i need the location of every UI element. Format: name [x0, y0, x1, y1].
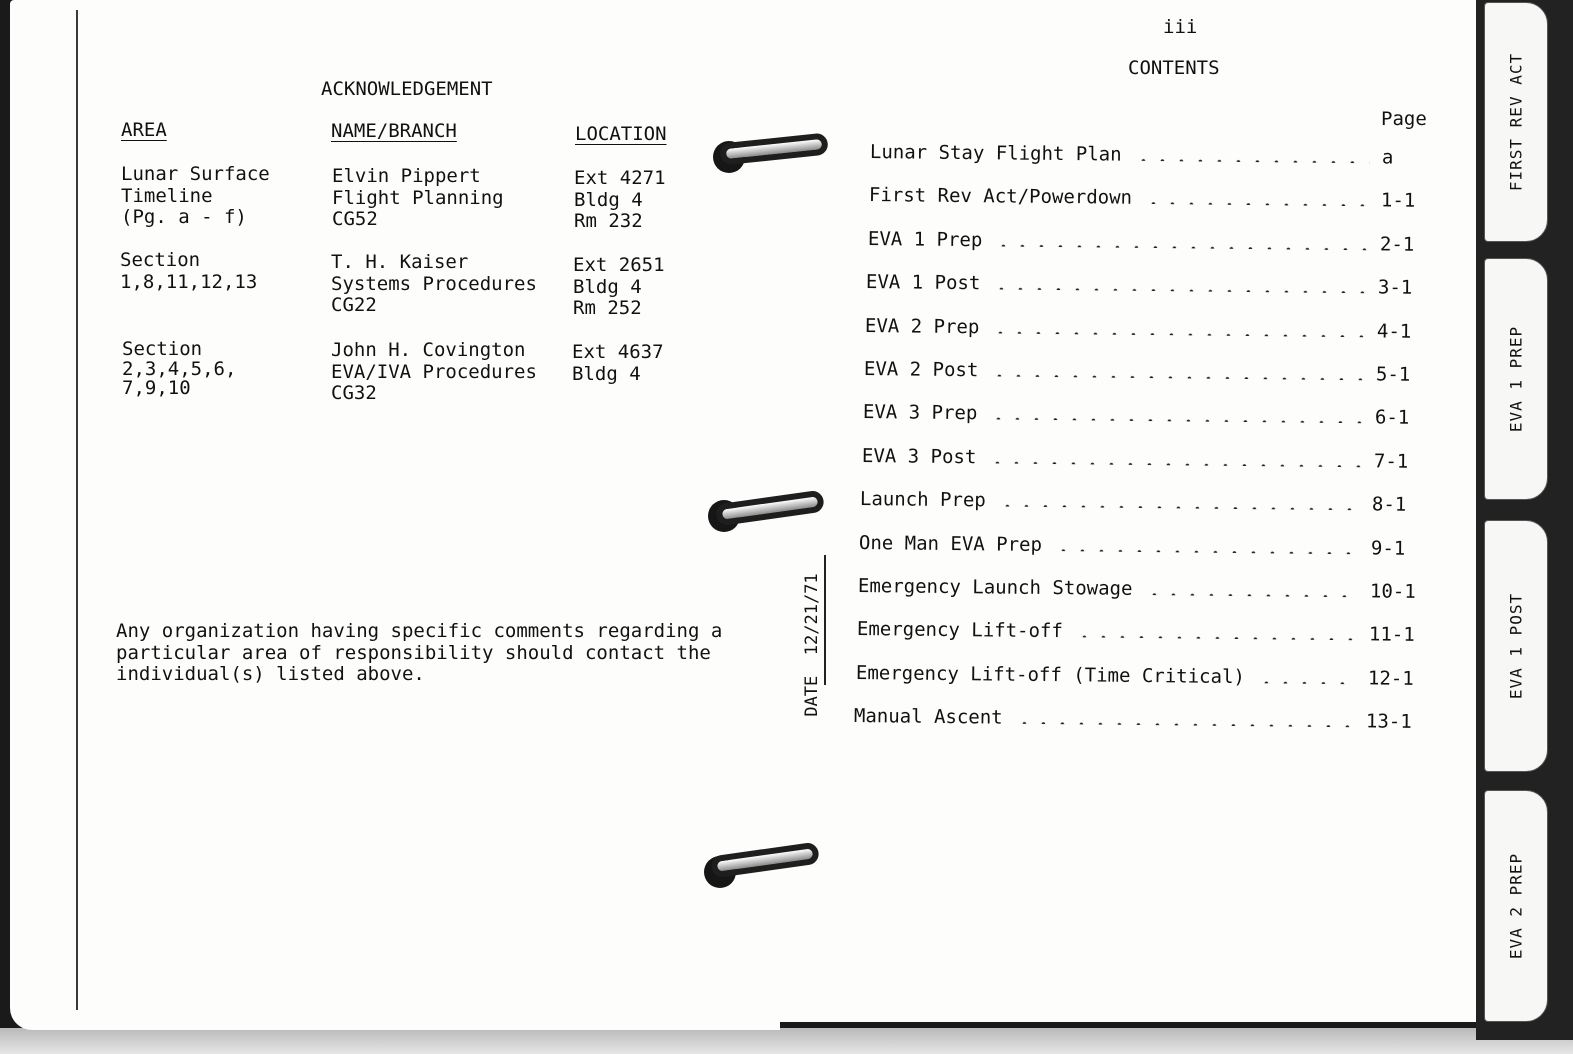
section-tab-strip	[1476, 0, 1573, 1040]
toc-leader-dots	[1256, 681, 1355, 684]
row1-area-line2: Timeline	[121, 185, 213, 207]
date-label: DATE	[802, 675, 822, 717]
toc-entry-page: a	[1381, 146, 1394, 169]
toc-leader-dots	[993, 287, 1367, 293]
toc-leader-dots	[989, 417, 1363, 423]
toc-entry-page: 4-1	[1377, 320, 1412, 343]
toc-entry	[869, 176, 1439, 212]
row1-area-line1: Lunar Surface	[121, 163, 270, 185]
row3-location-line2: Bldg 4	[572, 363, 641, 385]
toc-leader-dots	[1144, 202, 1369, 206]
row2-location-line3: Rm 252	[573, 297, 642, 319]
note-line2: particular area of responsibility should contact the	[116, 642, 711, 664]
toc-entry	[865, 307, 1435, 343]
row3-area-line1: Section	[122, 338, 203, 360]
acknowledgement-heading: ACKNOWLEDGEMENT	[321, 78, 493, 100]
contents-heading: CONTENTS	[1128, 57, 1220, 79]
toc-entry	[864, 350, 1434, 386]
toc-entry-page: 10-1	[1369, 580, 1416, 603]
toc-leader-dots	[990, 374, 1364, 380]
date-stamp	[802, 573, 822, 716]
toc-entry	[857, 610, 1427, 646]
toc-entry-title: EVA 1 Post	[866, 271, 981, 295]
toc-leader-dots	[998, 504, 1360, 510]
toc-entry-title: EVA 2 Post	[863, 358, 979, 382]
toc-entry	[854, 697, 1424, 733]
row1-location-line3: Rm 232	[574, 210, 643, 232]
note-line1: Any organization having specific comments regarding a	[116, 620, 723, 642]
toc-entry-title: Emergency Lift-off (Time Critical)	[855, 662, 1245, 689]
toc-entry-title: EVA 3 Prep	[862, 401, 978, 425]
toc-entry-title: One Man EVA Prep	[859, 532, 1043, 556]
toc-entry	[861, 437, 1431, 473]
toc-entry	[863, 393, 1433, 429]
row1-location-line2: Bldg 4	[574, 189, 643, 211]
row1-location-line1: Ext 4271	[574, 167, 666, 189]
row2-area-line2: 1,8,11,12,13	[120, 271, 258, 293]
toc-leader-dots	[1075, 635, 1357, 640]
date-value: 12/21/71	[802, 573, 822, 656]
row3-area-line3: 7,9,10	[122, 377, 191, 399]
toc-entry-title: Lunar Stay Flight Plan	[869, 141, 1122, 166]
toc-leader-dots	[991, 331, 1365, 337]
row3-name-line1: John H. Covington	[331, 339, 526, 361]
toc-leader-dots	[1144, 593, 1357, 597]
row1-area-line3: (Pg. a - f)	[121, 206, 247, 228]
row2-name-line3: CG22	[331, 294, 377, 316]
toc-entry	[855, 654, 1425, 690]
toc-entry-page: 12-1	[1367, 667, 1414, 690]
toc-leader-dots	[1054, 549, 1359, 554]
toc-entry-title: EVA 2 Prep	[865, 315, 980, 339]
tab-eva-2-prep-label: EVA 2 PREP	[1506, 852, 1526, 960]
toc-entry-title: Manual Ascent	[854, 705, 1004, 729]
toc-entry-title: Launch Prep	[860, 488, 987, 512]
row1-name-line1: Elvin Pippert	[332, 165, 481, 187]
row2-name-line1: T. H. Kaiser	[331, 251, 469, 273]
tab-eva-1-post[interactable]	[1484, 520, 1548, 772]
area-column-header: AREA	[121, 119, 167, 141]
toc-entry-page: 2-1	[1379, 233, 1414, 256]
toc-entry	[859, 524, 1429, 560]
row1-name-line3: CG52	[332, 208, 378, 230]
toc-entry	[870, 133, 1440, 169]
toc-entry	[858, 567, 1428, 603]
row3-name-line3: CG32	[331, 382, 377, 404]
table-surface	[0, 1028, 1573, 1054]
tab-eva-1-post-label: EVA 1 POST	[1506, 592, 1526, 700]
date-underline	[824, 555, 826, 685]
toc-entry-page: 7-1	[1373, 450, 1408, 473]
toc-entry-page: 6-1	[1374, 406, 1410, 429]
toc-entry-page: 3-1	[1378, 276, 1413, 299]
toc-entry	[860, 480, 1430, 516]
toc-entry-title: EVA 1 Prep	[867, 228, 983, 252]
row3-name-line2: EVA/IVA Procedures	[331, 361, 537, 383]
tab-eva-2-prep[interactable]	[1484, 790, 1548, 1022]
toc-entry-title: EVA 3 Post	[861, 445, 977, 469]
row2-name-line2: Systems Procedures	[331, 273, 537, 295]
row3-location-line1: Ext 4637	[572, 341, 664, 363]
tab-eva-1-prep[interactable]	[1484, 258, 1548, 500]
toc-entry-title: Emergency Launch Stowage	[857, 575, 1133, 600]
location-column-header: LOCATION	[575, 123, 667, 145]
tab-first-rev-act-label: FIRST REV ACT	[1506, 52, 1526, 192]
toc-entry	[867, 220, 1437, 256]
row1-name-line2: Flight Planning	[332, 187, 504, 209]
toc-leader-dots	[988, 461, 1362, 467]
toc-entry-page: 13-1	[1366, 710, 1413, 733]
toc-leader-dots	[994, 244, 1368, 250]
row2-location-line1: Ext 2651	[573, 254, 665, 276]
left-page	[10, 0, 780, 1030]
toc-entry-page: 11-1	[1368, 623, 1415, 646]
toc-entry-page: 5-1	[1375, 363, 1411, 386]
page-number: iii	[1163, 16, 1198, 38]
page-column-label: Page	[1381, 108, 1427, 130]
toc-entry-page: 1-1	[1380, 189, 1416, 212]
name-branch-column-header: NAME/BRANCH	[331, 120, 457, 142]
toc-leader-dots	[1134, 159, 1370, 163]
toc-entry-page: 9-1	[1371, 537, 1406, 560]
toc-entry-title: Emergency Lift-off	[856, 618, 1063, 643]
tab-eva-1-prep-label: EVA 1 PREP	[1506, 325, 1526, 433]
tab-first-rev-act[interactable]	[1484, 2, 1548, 242]
toc-leader-dots	[1015, 722, 1354, 728]
toc-entry-page: 8-1	[1372, 493, 1407, 516]
toc-entry-title: First Rev Act/Powerdown	[868, 184, 1132, 209]
note-line3: individual(s) listed above.	[116, 663, 425, 685]
row2-location-line2: Bldg 4	[573, 276, 642, 298]
toc-entry	[866, 263, 1436, 299]
row3-area-line2: 2,3,4,5,6,	[122, 358, 237, 380]
row2-area-line1: Section	[120, 249, 201, 271]
